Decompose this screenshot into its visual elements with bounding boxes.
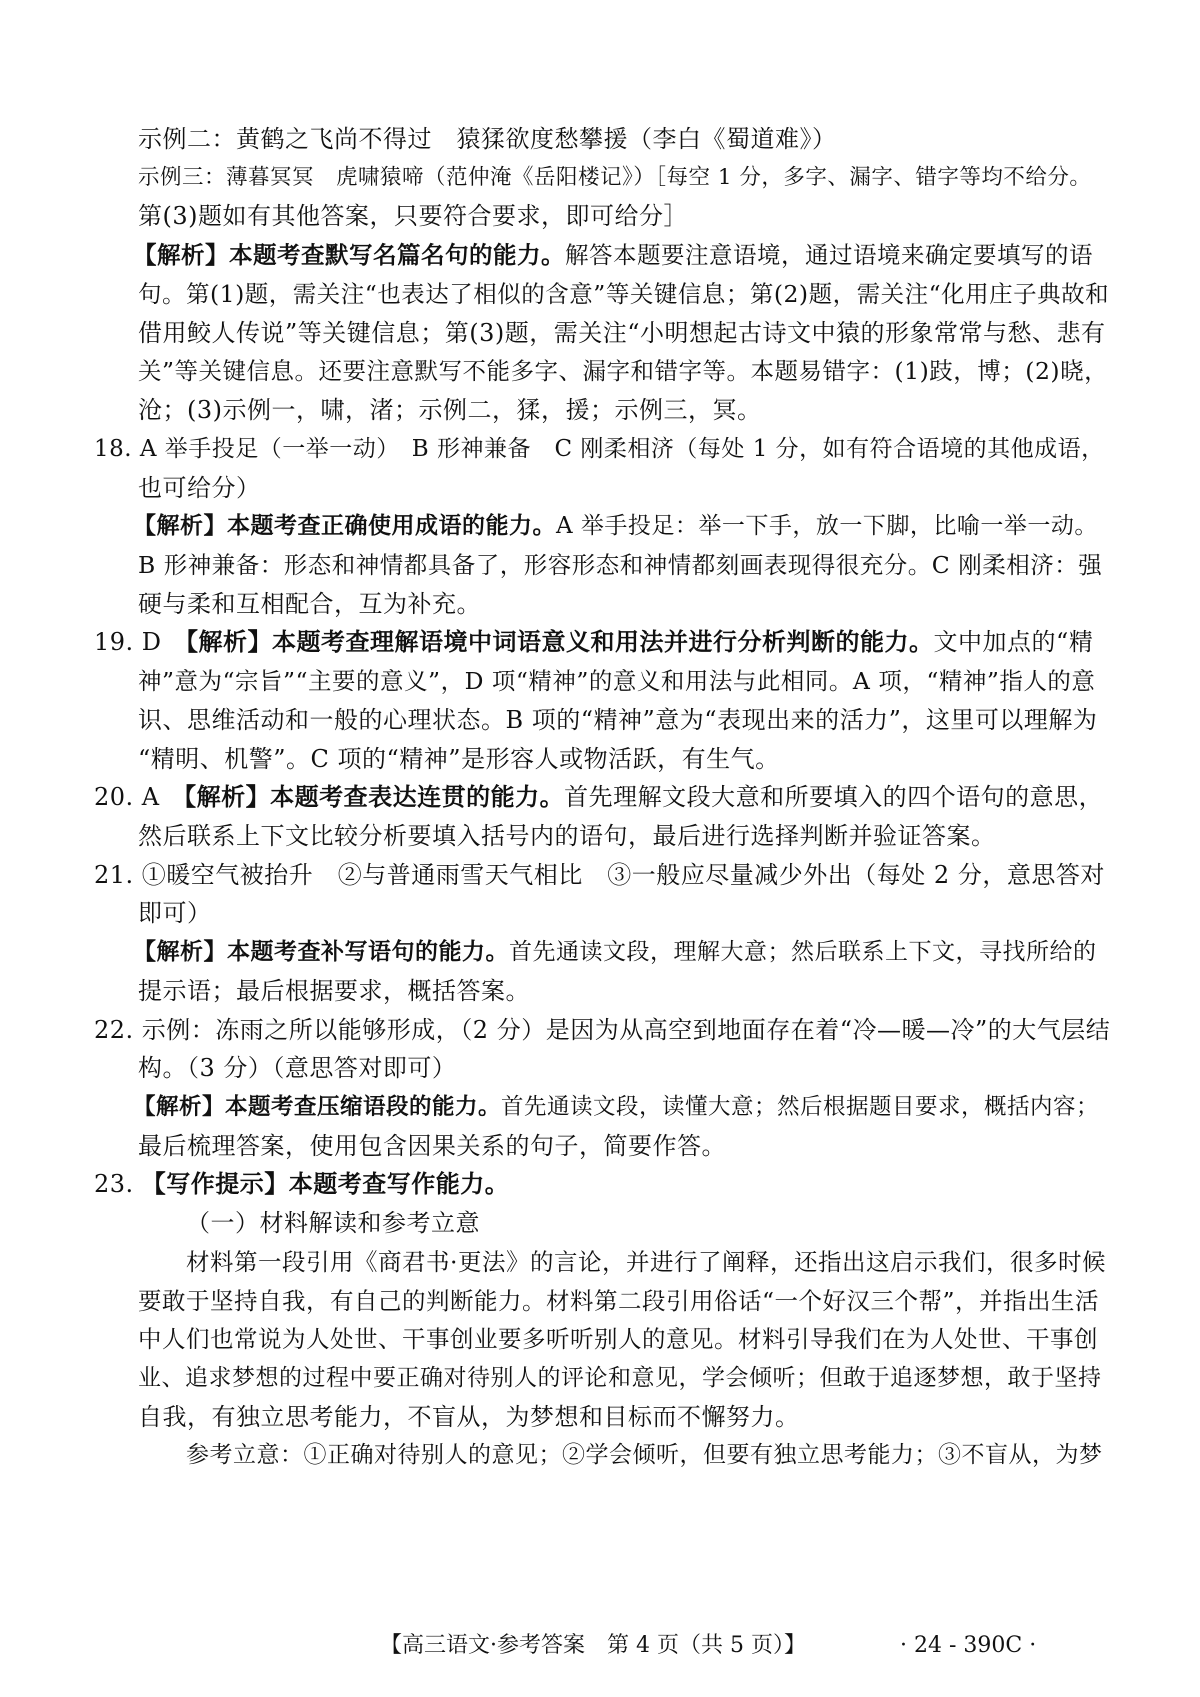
question-22-answer: 22. 示例：冻雨之所以能够形成，（2 分）是因为从高空到地面存在着“冷—暖—冷”的大气层结	[94, 1016, 1111, 1044]
text-line: 神”意为“宗旨”“主要的意义”，D 项“精神”的意义和用法与此相同。A 项，“精神”指人的意	[138, 667, 1096, 695]
text-line: “精明、机警”。C 项的“精神”是形容人或物活跃，有生气。	[138, 745, 780, 773]
question-19-answer: 19. D 【解析】本题考查理解语境中词语意义和用法并进行分析判断的能力。文中加点的“精	[94, 628, 1094, 656]
text-line: 第(3)题如有其他答案，只要符合要求，即可给分］	[138, 202, 688, 230]
question-18-answer: 18. A 举手投足（一举一动） B 形神兼备 C 刚柔相济（每处 1 分，如有符合语境的其他成语，	[94, 436, 1105, 462]
text-line: 句。第(1)题，需关注“也表达了相似的含意”等关键信息；第(2)题，需关注“化用庄子典故和	[138, 280, 1110, 308]
text-line: 硬与柔和互相配合，互为补充。	[138, 590, 481, 618]
text-line: 然后联系上下文比较分析要填入括号内的语句，最后进行选择判断并验证答案。	[138, 822, 996, 850]
text-line: 即可）	[138, 899, 212, 927]
footer-title: 【高三语文·参考答案 第 4 页（共 5 页）】	[380, 1633, 806, 1658]
example-three-line: 示例三：薄暮冥冥 虎啸猿啼（范仲淹《岳阳楼记》）［每空 1 分，多字、漏字、错字等均不给分。	[138, 165, 1092, 190]
analysis-paragraph-line: 【解析】本题考查正确使用成语的能力。A 举手投足：举一下手，放一下脚，比喻一举一动。	[133, 513, 1098, 539]
text-line: 提示语；最后根据要求，概括答案。	[138, 977, 530, 1005]
text-line: 材料第一段引用《商君书·更法》的言论，并进行了阐释，还指出这启示我们，很多时候	[186, 1248, 1106, 1276]
text-line: 业、追求梦想的过程中要正确对待别人的评论和意见，学会倾听；但敢于追逐梦想，敢于坚持	[138, 1365, 1102, 1391]
text-line: 要敢于坚持自我，有自己的判断能力。材料第二段引用俗话“一个好汉三个帮”，并指出生活	[138, 1287, 1100, 1315]
text-line: 也可给分）	[138, 474, 261, 502]
footer-code: · 24 - 390C ·	[900, 1633, 1037, 1658]
analysis-paragraph-line: 【解析】本题考查压缩语段的能力。首先通读文段，读懂大意；然后根据题目要求，概括内容；	[133, 1094, 1100, 1120]
question-20-answer: 20. A 【解析】本题考查表达连贯的能力。首先理解文段大意和所要填入的四个语句的意思，	[94, 783, 1104, 811]
text-line: B 形神兼备：形态和神情都具备了，形容形态和神情都刻画表现得很充分。C 刚柔相济：强	[138, 551, 1103, 579]
example-two-line: 示例二：黄鹤之飞尚不得过 猿猱欲度愁攀援（李白《蜀道难》）	[138, 125, 837, 153]
text-line: 中人们也常说为人处世、干事创业要多听听别人的意见。材料引导我们在为人处世、干事创	[138, 1325, 1098, 1353]
text-line: 沧；(3)示例一，啸，渚；示例二，猱，援；示例三，冥。	[138, 396, 762, 424]
question-23-heading: 23. 【写作提示】本题考查写作能力。	[94, 1170, 510, 1198]
text-line: 借用鲛人传说”等关键信息；第(3)题，需关注“小明想起古诗文中猿的形象常常与愁、悲有	[138, 319, 1106, 347]
text-line: 最后梳理答案，使用包含因果关系的句子，简要作答。	[138, 1132, 726, 1160]
text-line: 构。（3 分）（意思答对即可）	[138, 1054, 457, 1082]
text-line: 关”等关键信息。还要注意默写不能多字、漏字和错字等。本题易错字：(1)跂，博；(2)晓，	[138, 357, 1109, 385]
text-line: 识、思维活动和一般的心理状态。B 项的“精神”意为“表现出来的活力”，这里可以理解为	[138, 706, 1098, 734]
question-21-answer: 21. ①暖空气被抬升 ②与普通雨雪天气相比 ③一般应尽量减少外出（每处 2 分，意思答对	[94, 861, 1105, 889]
analysis-paragraph-line: 【解析】本题考查补写语句的能力。首先通读文段，理解大意；然后联系上下文，寻找所给的	[133, 939, 1097, 965]
text-line: 参考立意：①正确对待别人的意见；②学会倾听，但要有独立思考能力；③不盲从，为梦	[186, 1442, 1103, 1468]
text-line: 自我，有独立思考能力，不盲从，为梦想和目标而不懈努力。	[138, 1403, 800, 1431]
analysis-paragraph-line: 【解析】本题考查默写名篇名句的能力。解答本题要注意语境，通过语境来确定要填写的语	[133, 241, 1093, 269]
section-heading: （一）材料解读和参考立意	[186, 1209, 480, 1237]
